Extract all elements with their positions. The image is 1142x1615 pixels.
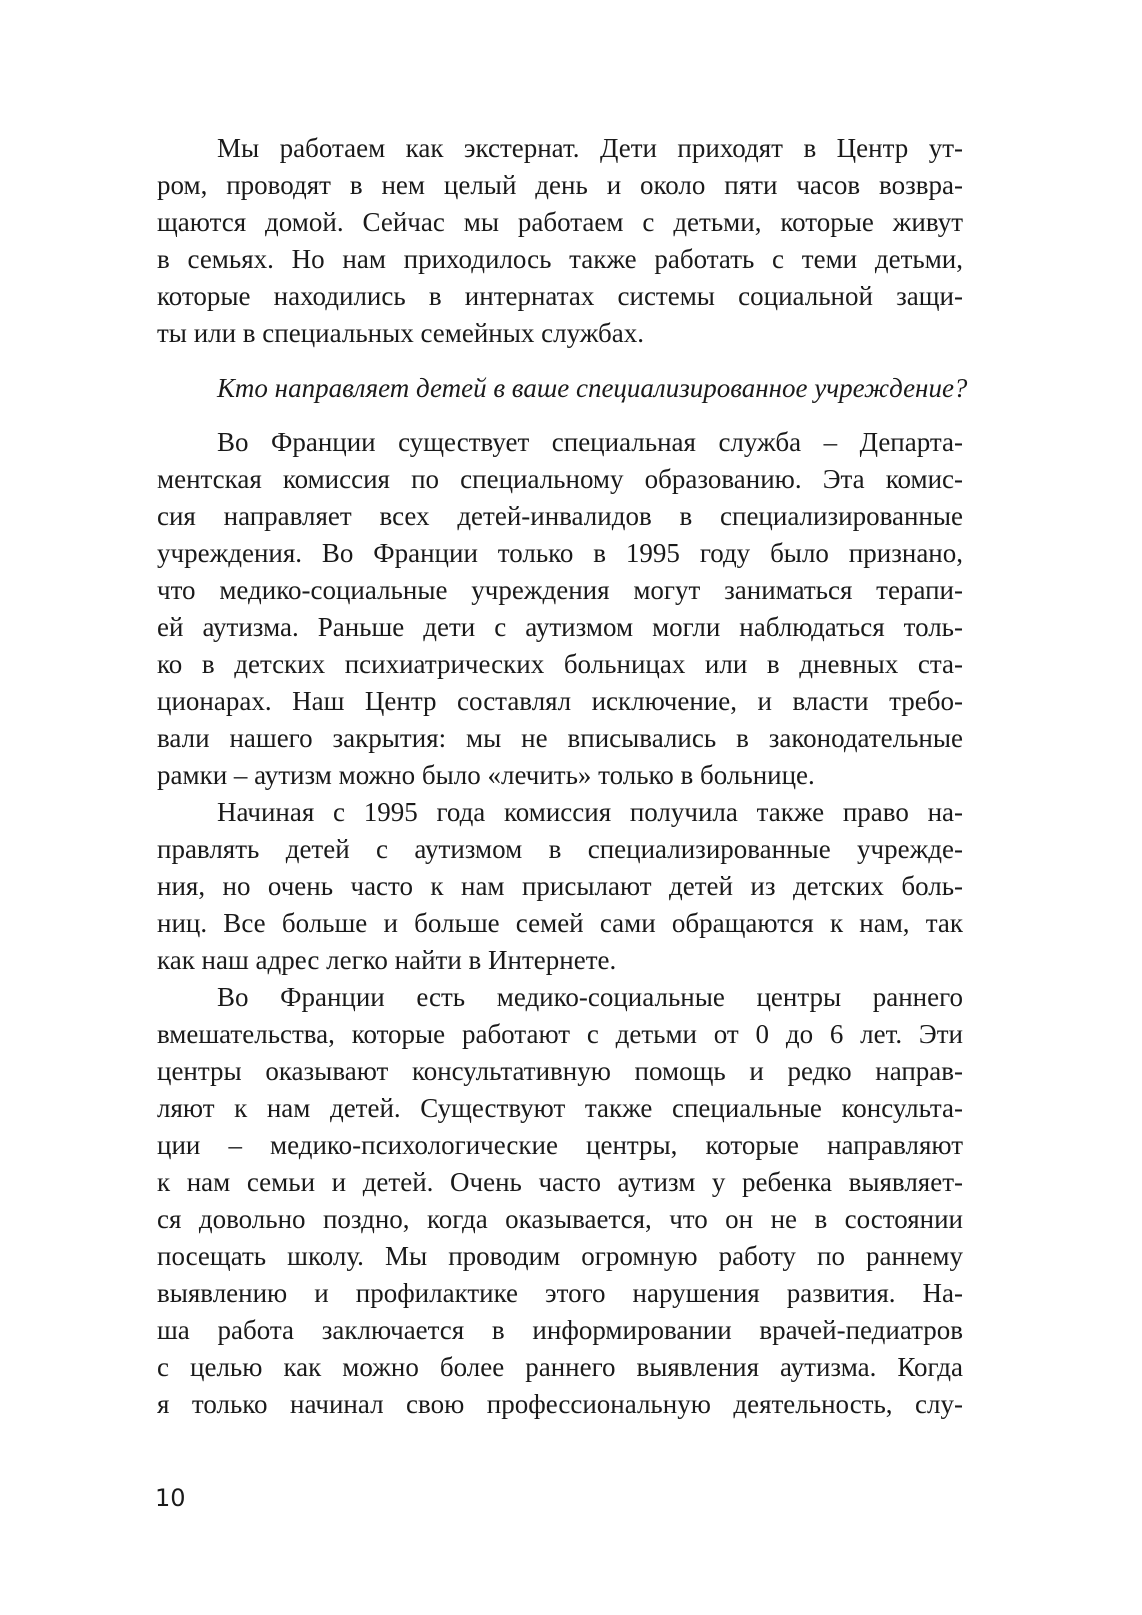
text-line: ментская комиссия по специальному образованию. Эта комис-	[157, 464, 963, 494]
text-line: Начиная с 1995 года комиссия получила также право на-	[217, 797, 963, 827]
text-line: ния, но очень часто к нам присылают детей из детских боль-	[157, 871, 963, 901]
text-line: рамки – аутизм можно было «лечить» только в больнице.	[157, 760, 815, 790]
text-line: ся довольно поздно, когда оказывается, что он не в состоянии	[157, 1204, 963, 1234]
text-line: вмешательства, которые работают с детьми от 0 до 6 лет. Эти	[157, 1019, 963, 1049]
text-line: правлять детей с аутизмом в специализированные учрежде-	[157, 834, 963, 864]
text-line: к нам семьи и детей. Очень часто аутизм у ребенка выявляет-	[157, 1167, 963, 1197]
text-line: ционарах. Наш Центр составлял исключение, и власти требо-	[157, 686, 963, 716]
paragraph-4	[157, 979, 963, 1423]
text-line: Во Франции есть медико-социальные центры раннего	[217, 982, 963, 1012]
text-line: ей аутизма. Раньше дети с аутизмом могли наблюдаться толь-	[157, 612, 963, 642]
text-line: что медико-социальные учреждения могут заниматься терапи-	[157, 575, 963, 605]
text-line: Во Франции существует специальная служба – Департа-	[217, 427, 963, 457]
text-line: ляют к нам детей. Существуют также специальные консульта-	[157, 1093, 963, 1123]
interview-question: Кто направляет детей в ваше специализированное учреждение?	[217, 373, 968, 403]
text-line: в семьях. Но нам приходилось также работать с теми детьми,	[157, 244, 963, 274]
text-line: Мы работаем как экстернат. Дети приходят в Центр ут-	[217, 133, 963, 163]
page-body	[157, 130, 968, 1423]
paragraph-3	[157, 794, 963, 979]
paragraph-1	[157, 130, 963, 352]
text-line: которые находились в интернатах системы социальной защи-	[157, 281, 963, 311]
text-line: ко в детских психиатрических больницах или в дневных ста-	[157, 649, 963, 679]
text-line: ты или в специальных семейных службах.	[157, 318, 645, 348]
text-line: ции – медико-психологические центры, которые направляют	[157, 1130, 963, 1160]
text-line: выявлению и профилактике этого нарушения развития. На-	[157, 1278, 963, 1308]
paragraph-2	[157, 424, 963, 794]
text-line: центры оказывают консультативную помощь и редко направ-	[157, 1056, 963, 1086]
text-line: ром, проводят в нем целый день и около пяти часов возвра-	[157, 170, 963, 200]
text-line: ша работа заключается в информировании врачей-педиатров	[157, 1315, 963, 1345]
text-line: как наш адрес легко найти в Интернете.	[157, 945, 617, 975]
text-line: вали нашего закрытия: мы не вписывались в законодательные	[157, 723, 963, 753]
text-line: ниц. Все больше и больше семей сами обращаются к нам, так	[157, 908, 963, 938]
text-line: с целью как можно более раннего выявления аутизма. Когда	[157, 1352, 963, 1382]
page-number: 10	[155, 1484, 186, 1512]
text-line: я только начинал свою профессиональную деятельность, слу-	[157, 1389, 963, 1419]
text-line: учреждения. Во Франции только в 1995 году было признано,	[157, 538, 963, 568]
text-line: сия направляет всех детей-инвалидов в специализированные	[157, 501, 963, 531]
text-line: щаются домой. Сейчас мы работаем с детьми, которые живут	[157, 207, 963, 237]
text-line: посещать школу. Мы проводим огромную работу по раннему	[157, 1241, 963, 1271]
